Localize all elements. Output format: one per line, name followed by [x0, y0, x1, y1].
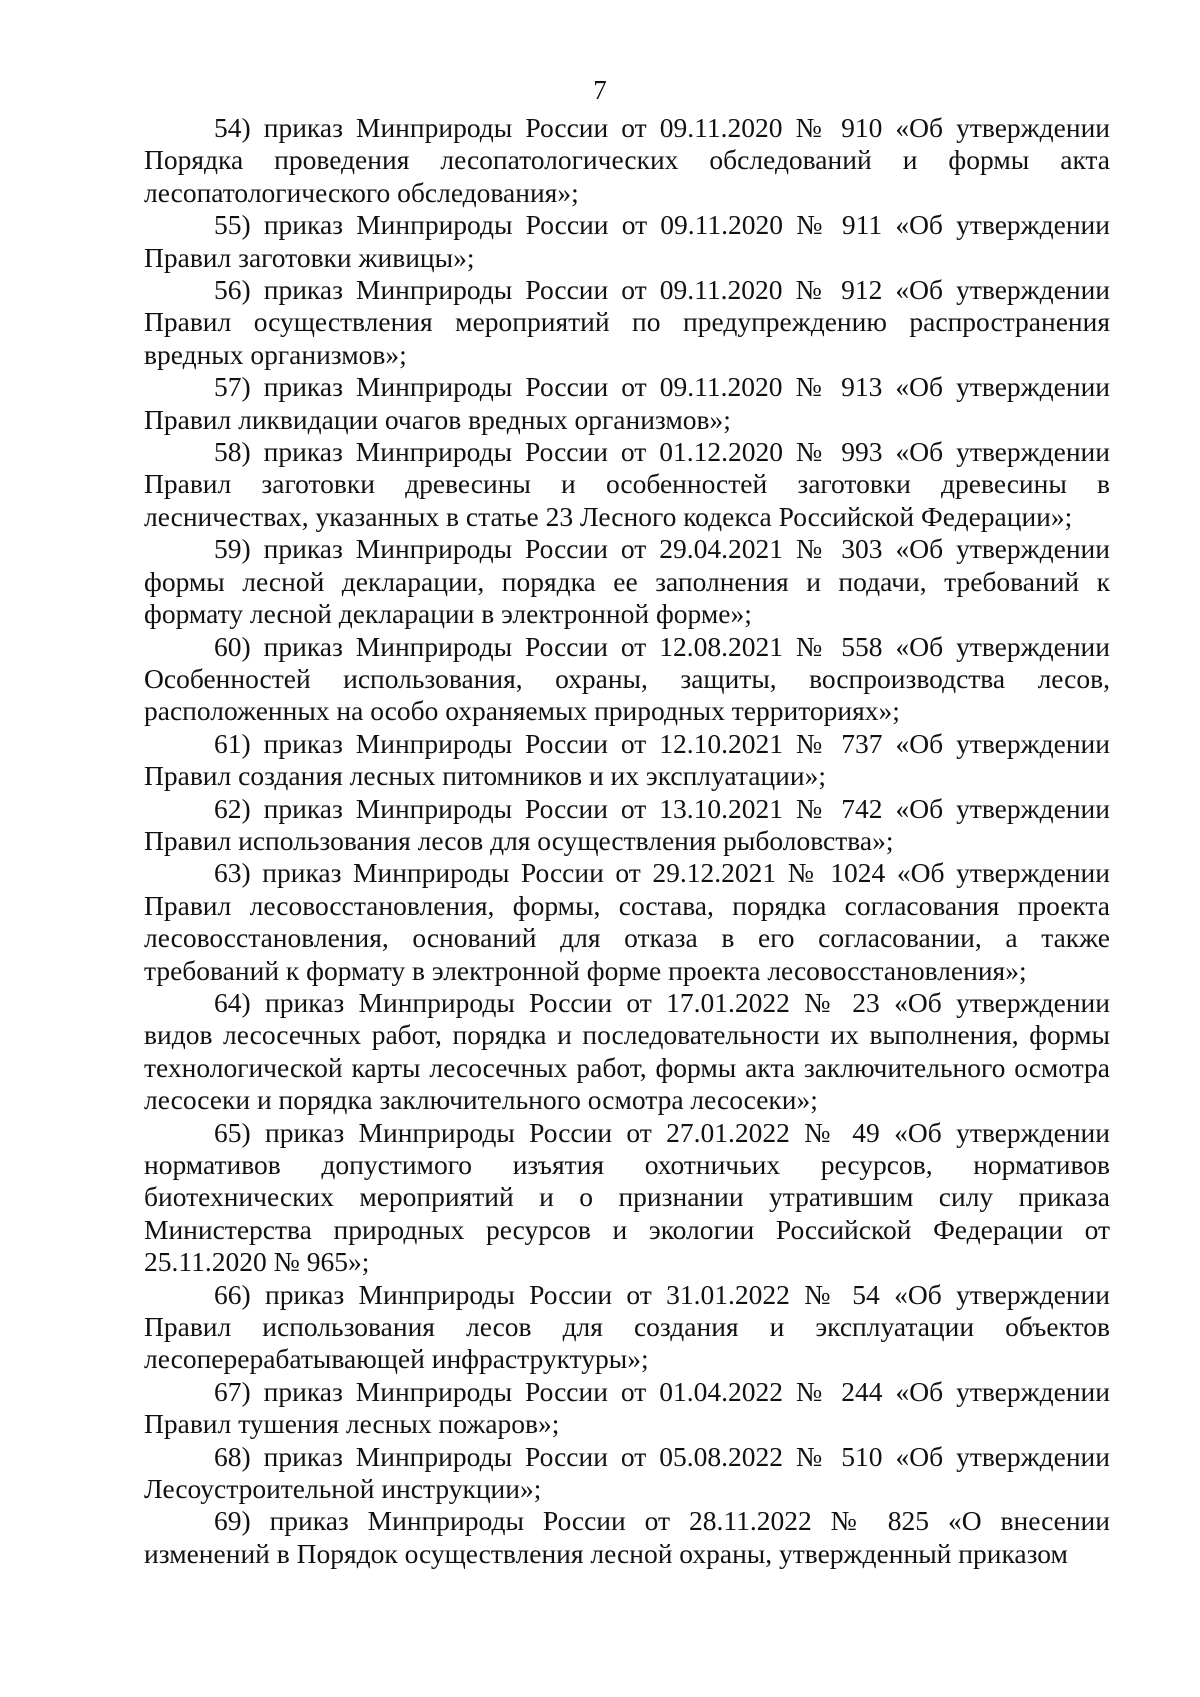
list-item: 60) приказ Минприроды России от 12.08.2021 № 558 «Об утверждении Особенностей использования, охраны, защиты, воспроизводства лесов, расположенных на особо охраняемых природных территориях»; [144, 630, 1110, 727]
list-item: 56) приказ Минприроды России от 09.11.2020 № 912 «Об утверждении Правил осуществления мероприятий по предупреждению распространения вредных организмов»; [144, 274, 1110, 370]
list-item: 58) приказ Минприроды России от 01.12.2020 № 993 «Об утверждении Правил заготовки древесины и особенностей заготовки древесины в лесничествах, указанных в статье 23 Лесного кодекса Российской Федерации»; [144, 436, 1110, 532]
list-item: 54) приказ Минприроды России от 09.11.2020 № 910 «Об утверждении Порядка проведения лесопатологических обследований и формы акта лесопатологического обследования»; [144, 112, 1110, 208]
list-item: 67) приказ Минприроды России от 01.04.2022 № 244 «Об утверждении Правил тушения лесных пожаров»; [144, 1375, 1110, 1440]
list-item: 66) приказ Минприроды России от 31.01.2022 № 54 «Об утверждении Правил использования лесов для создания и эксплуатации объектов лесоперерабатывающей инфраструктуры»; [144, 1278, 1110, 1375]
list-item: 69) приказ Минприроды России от 28.11.2022 № 825 «О внесении изменений в Порядок осуществления лесной охраны, утвержденный приказом [144, 1505, 1110, 1569]
document-body [144, 112, 1110, 1570]
list-item: 55) приказ Минприроды России от 09.11.2020 № 911 «Об утверждении Правил заготовки живицы»; [144, 209, 1110, 273]
page-number: 7 [593, 75, 607, 105]
list-item: 63) приказ Минприроды России от 29.12.2021 № 1024 «Об утверждении Правил лесовосстановления, формы, состава, порядка согласования проекта лесовосстановления, оснований для отказа в его согласовании, а также требований к формату в электронной форме проекта лесовосстановления»; [144, 857, 1110, 986]
list-item: 68) приказ Минприроды России от 05.08.2022 № 510 «Об утверждении Лесоустроительной инструкции»; [144, 1440, 1110, 1505]
list-item: 65) приказ Минприроды России от 27.01.2022 № 49 «Об утверждении нормативов допустимого изъятия охотничьих ресурсов, нормативов биотехнических мероприятий и о признании утратившим силу приказа Министерства природных ресурсов и экологии Российской Федерации от 25.11.2020 № 965»; [144, 1116, 1110, 1278]
list-item: 64) приказ Минприроды России от 17.01.2022 № 23 «Об утверждении видов лесосечных работ, порядка и последовательности их выполнения, формы технологической карты лесосечных работ, формы акта заключительного осмотра лесосеки и порядка заключительного осмотра лесосеки»; [144, 986, 1110, 1116]
list-item: 61) приказ Минприроды России от 12.10.2021 № 737 «Об утверждении Правил создания лесных питомников и их эксплуатации»; [144, 727, 1110, 792]
list-item: 57) приказ Минприроды России от 09.11.2020 № 913 «Об утверждении Правил ликвидации очагов вредных организмов»; [144, 371, 1110, 435]
list-item: 59) приказ Минприроды России от 29.04.2021 № 303 «Об утверждении формы лесной декларации, порядка ее заполнения и подачи, требований к формату лесной декларации в электронной форме»; [144, 533, 1110, 630]
list-item: 62) приказ Минприроды России от 13.10.2021 № 742 «Об утверждении Правил использования лесов для осуществления рыболовства»; [144, 792, 1110, 856]
